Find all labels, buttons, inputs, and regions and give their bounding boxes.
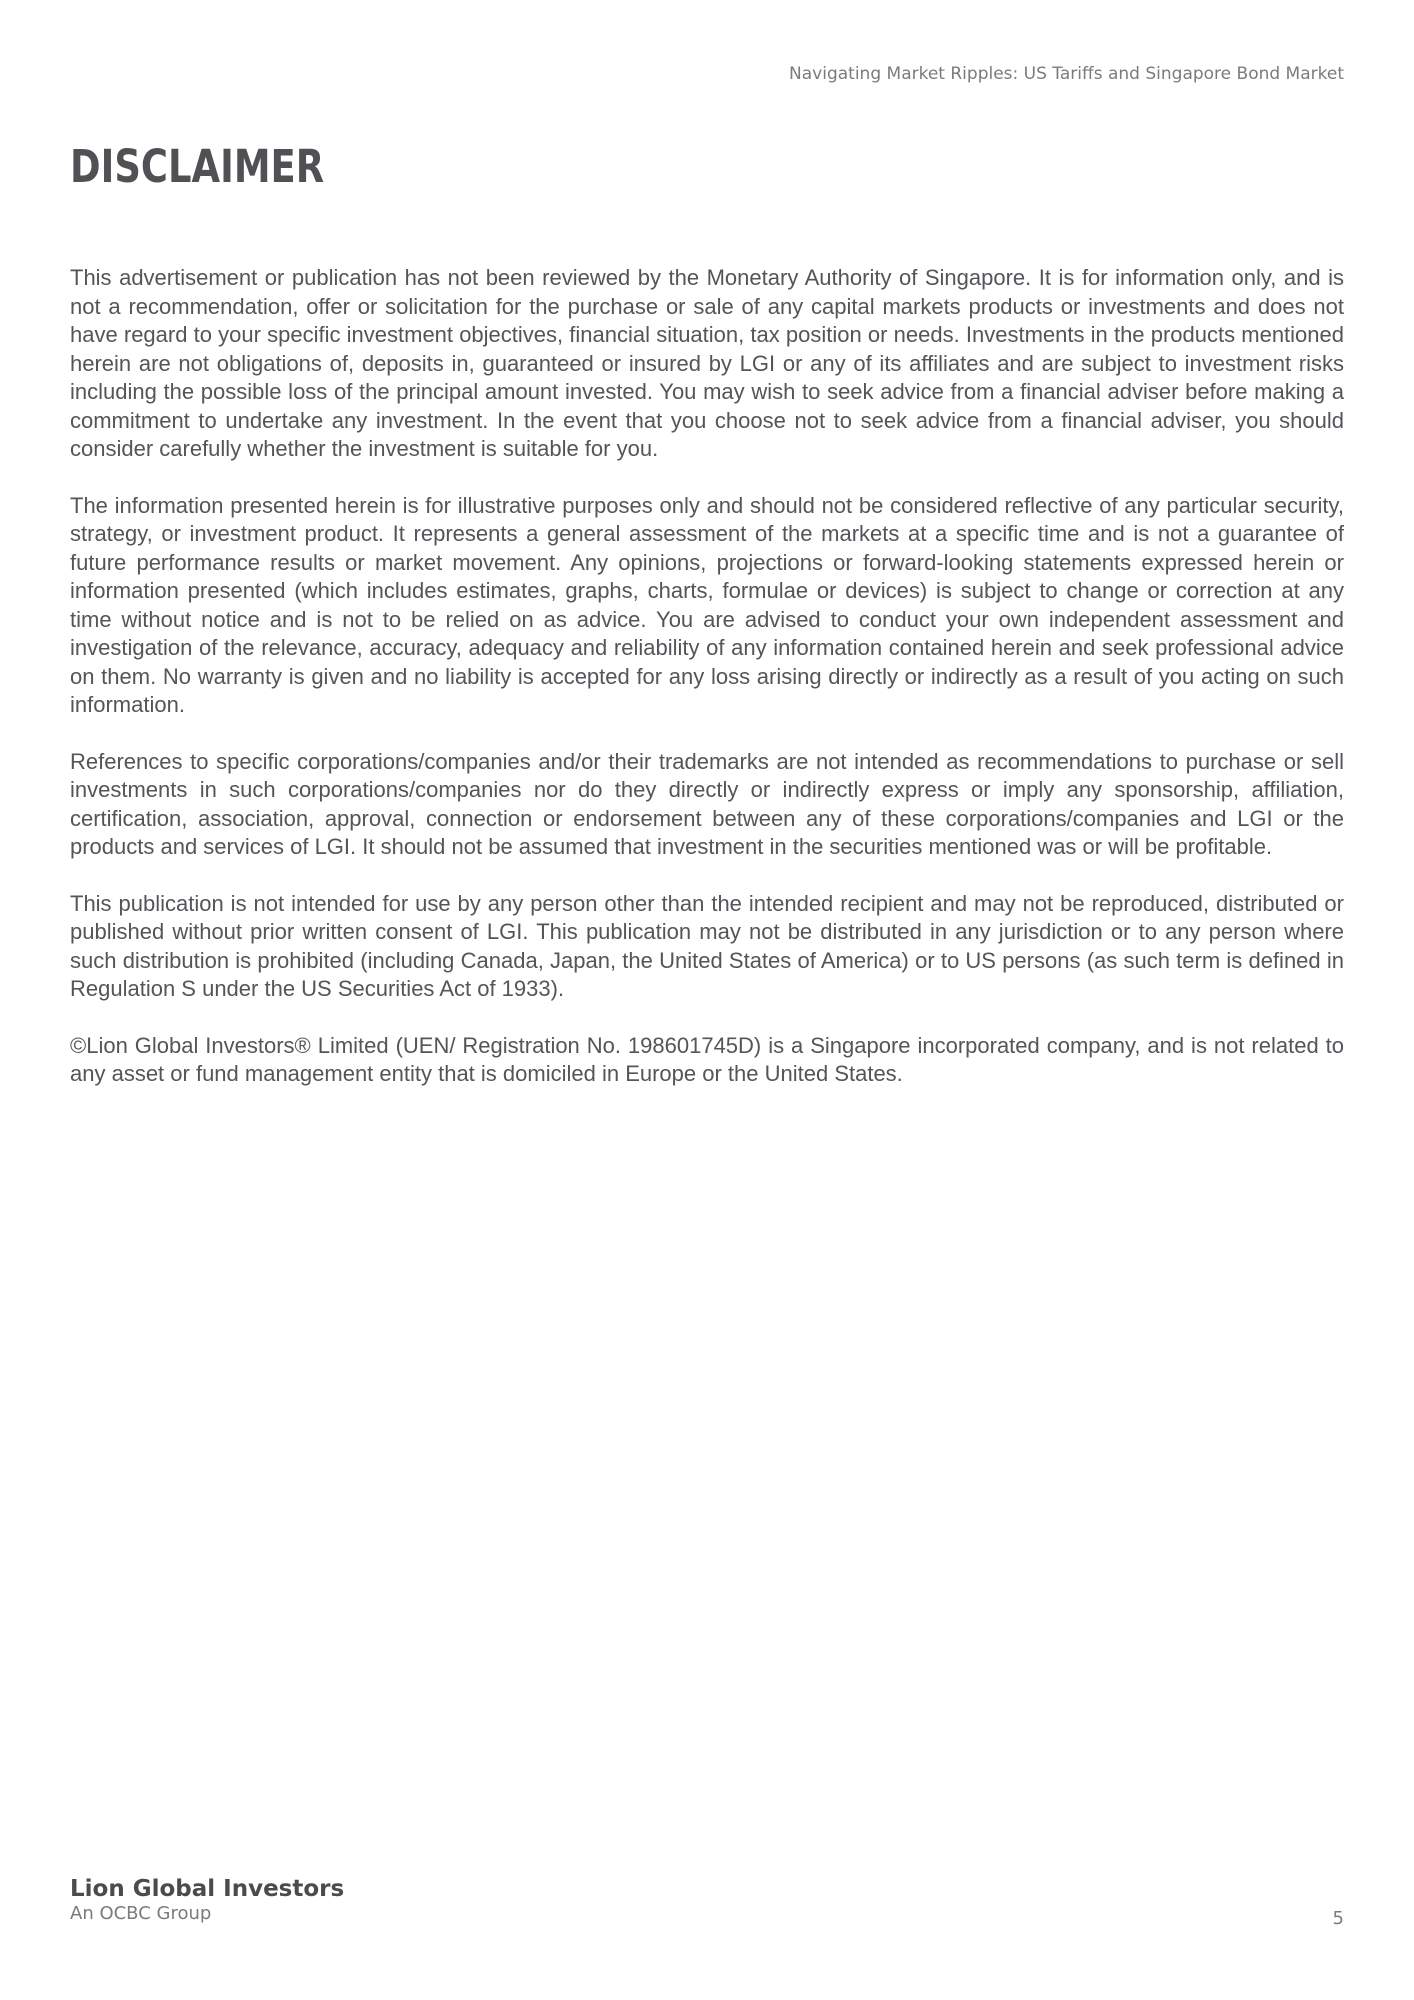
footer-brand — [70, 1876, 344, 1924]
page-title: DISCLAIMER — [70, 140, 325, 193]
disclaimer-paragraph-copyright: ©Lion Global Investors® Limited (UEN/ Registration No. 198601745D) is a Singapore incorporated company, and is not related to any asset or fund management entity that is domiciled in Europe or the United States. — [70, 1032, 1344, 1086]
disclaimer-body — [70, 264, 1344, 1117]
disclaimer-paragraph-illustrative: The information presented herein is for illustrative purposes only and should not be considered reflective of any particular security, strategy, or investment product. It represents a general assessment of the markets at a specific time and is not a guarantee of future performance results or market movement. Any opinions, projections or forward-looking statements expressed herein or information presented (which includes estimates, graphs, charts, formulae or devices) is subject to change or correction at any time without notice and is not to be relied on as advice. You are advised to conduct your own independent assessment and investigation of the relevance, accuracy, adequacy and reliability of any information contained herein and seek professional advice on them. No warranty is given and no liability is accepted for any loss arising directly or indirectly as a result of you acting on such information. — [70, 492, 1344, 717]
brand-subtitle: An OCBC Group — [70, 1903, 212, 1924]
brand-name: Lion Global Investors — [70, 1876, 345, 1902]
disclaimer-paragraph-review: This advertisement or publication has not been reviewed by the Monetary Authority of Singapore. It is for information only, and is not a recommendation, offer or solicitation for the purchase or sale of any capital markets products or investments and does not have regard to your specific investment objectives, financial situation, tax position or needs. Investments in the products mentioned herein are not obligations of, deposits in, guaranteed or insured by LGI or any of its affiliates and are subject to investment risks including the possible loss of the principal amount invested. You may wish to seek advice from a financial adviser before making a commitment to undertake any investment. In the event that you choose not to seek advice from a financial adviser, you should consider carefully whether the investment is suitable for you. — [70, 265, 1344, 461]
disclaimer-paragraph-references: References to specific corporations/companies and/or their trademarks are not intended as recommendations to purchase or sell investments in such corporations/companies nor do they directly or indirectly express or imply any sponsorship, affiliation, certification, association, approval, connection or endorsement between any of these corporations/companies and LGI or the products and services of LGI. It should not be assumed that investment in the securities mentioned was or will be profitable. — [70, 748, 1344, 859]
running-header: Navigating Market Ripples: US Tariffs and Singapore Bond Market — [789, 64, 1344, 84]
disclaimer-paragraph-distribution: This publication is not intended for use by any person other than the intended recipient and may not be reproduced, distributed or published without prior written consent of LGI. This publication may not be distributed in any jurisdiction or to any person where such distribution is prohibited (including Canada, Japan, the United States of America) or to US persons (as such term is defined in Regulation S under the US Securities Act of 1933). — [70, 890, 1344, 1001]
page-number: 5 — [1332, 1908, 1344, 1929]
